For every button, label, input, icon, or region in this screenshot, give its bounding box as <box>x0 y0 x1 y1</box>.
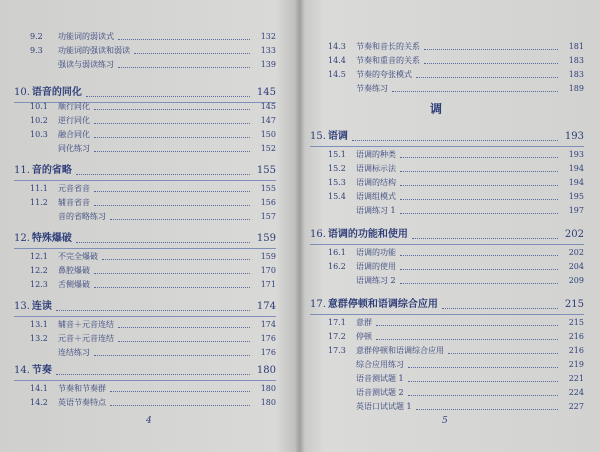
toc-page-number: 180 <box>260 398 276 407</box>
dot-leader <box>118 327 250 328</box>
toc-entry <box>30 278 276 292</box>
toc-page-number: 216 <box>568 346 584 355</box>
toc-page-number: 150 <box>260 130 276 139</box>
toc-entry-title: 停顿 <box>356 332 372 341</box>
dot-leader <box>442 308 558 309</box>
toc-entry-number: 15.1 <box>328 150 346 159</box>
chapter-title: 语调的功能和使用 <box>327 229 408 240</box>
toc-page-number: 197 <box>568 206 584 215</box>
dot-leader <box>94 273 250 274</box>
toc-entry-number: 15.4 <box>328 192 346 201</box>
toc-entry <box>30 142 276 156</box>
dot-leader <box>94 123 250 124</box>
toc-entry-number: 9.2 <box>30 32 43 41</box>
toc-page-number: 221 <box>568 374 584 383</box>
toc-entry <box>30 128 276 142</box>
toc-entry-number: 14.4 <box>328 56 346 65</box>
dot-leader <box>416 409 558 410</box>
toc-entry-number: 15.3 <box>328 178 346 187</box>
toc-page-number: 133 <box>260 46 276 55</box>
dot-leader <box>110 219 250 220</box>
toc-entry-number: 13.1 <box>30 320 48 329</box>
toc-page-number: 189 <box>568 84 584 93</box>
toc-page-number: 147 <box>260 116 276 125</box>
toc-entry-title: 辅音＋元音连结 <box>58 320 114 329</box>
toc-chapter <box>310 296 584 314</box>
dot-leader <box>400 269 558 270</box>
toc-entry-title: 英语节奏特点 <box>58 398 106 407</box>
dot-leader <box>408 367 558 368</box>
toc-entry-number: 16.2 <box>328 262 346 271</box>
toc-entry-title: 语音测试题 1 <box>356 374 404 383</box>
chapter-rule <box>14 180 276 181</box>
toc-entry <box>328 372 584 386</box>
toc-entry <box>328 246 584 260</box>
dot-leader <box>76 242 250 243</box>
dot-leader <box>400 213 558 214</box>
toc-entry <box>328 162 584 176</box>
toc-entry-title: 鼻腔爆破 <box>58 266 90 275</box>
toc-entry <box>30 30 276 44</box>
chapter-number: 16. <box>310 229 326 240</box>
dot-leader <box>408 381 558 382</box>
toc-entry-title: 语调组模式 <box>356 192 396 201</box>
chapter-title: 节奏 <box>31 365 52 376</box>
toc-entry-title: 节奏和节奏群 <box>58 384 106 393</box>
toc-entry <box>30 318 276 332</box>
toc-entry-title: 融合同化 <box>58 130 90 139</box>
toc-entry <box>328 204 584 218</box>
toc-chapter <box>14 298 276 316</box>
dot-leader <box>400 185 558 186</box>
toc-entry <box>30 250 276 264</box>
toc-entry <box>30 346 276 360</box>
toc-entry-number: 17.1 <box>328 318 346 327</box>
toc-page-number: 174 <box>260 320 276 329</box>
chapter-rule <box>310 314 584 315</box>
dot-leader <box>424 49 558 50</box>
toc-entry-title: 语调练习 2 <box>356 276 396 285</box>
toc-page-number: 219 <box>568 360 584 369</box>
toc-entry-title: 音的省略练习 <box>58 212 106 221</box>
chapter-rule <box>310 146 584 147</box>
toc-entry <box>328 82 584 96</box>
toc-page-number: 202 <box>568 248 584 257</box>
toc-page-number: 180 <box>260 384 276 393</box>
toc-entry-number: 14.2 <box>30 398 48 407</box>
dot-leader <box>376 325 558 326</box>
toc-page-number: 193 <box>568 150 584 159</box>
toc-entry-title: 节奏的夸张模式 <box>356 70 412 79</box>
right-page <box>302 0 600 452</box>
toc-entry-title: 语音测试题 2 <box>356 388 404 397</box>
toc-entry-number: 14.3 <box>328 42 346 51</box>
toc-entry-number: 10.2 <box>30 116 48 125</box>
page-number-right: 5 <box>442 416 448 426</box>
toc-entry-number: 9.3 <box>30 46 43 55</box>
dot-leader <box>94 191 250 192</box>
toc-entry <box>30 100 276 114</box>
toc-page-number: 159 <box>260 252 276 261</box>
toc-entry-title: 语调的种类 <box>356 150 396 159</box>
toc-chapter <box>14 362 276 380</box>
chapter-page-number: 145 <box>256 87 276 98</box>
dot-leader <box>392 91 558 92</box>
chapter-number: 10. <box>14 87 30 98</box>
toc-entry-title: 不完全爆破 <box>58 252 98 261</box>
toc-entry-title: 节奏和音长的关系 <box>356 42 420 51</box>
toc-entry-title: 语调的功能 <box>356 248 396 257</box>
toc-entry <box>30 114 276 128</box>
toc-page-number: 194 <box>568 178 584 187</box>
part-title: 调 <box>430 102 443 116</box>
chapter-page-number: 193 <box>564 131 584 142</box>
chapter-title: 特殊爆破 <box>31 233 72 244</box>
chapter-number: 14. <box>14 365 30 376</box>
toc-entry <box>30 396 276 410</box>
toc-chapter <box>310 226 584 244</box>
dot-leader <box>448 353 558 354</box>
toc-page-number: 152 <box>260 144 276 153</box>
toc-entry <box>328 316 584 330</box>
toc-page-number: 145 <box>260 102 276 111</box>
toc-entry-title: 强读与弱读练习 <box>58 60 114 69</box>
chapter-title: 意群停顿和语调综合应用 <box>327 299 438 310</box>
toc-entry-number: 12.2 <box>30 266 48 275</box>
toc-page-number: 216 <box>568 332 584 341</box>
toc-chapter <box>310 128 584 146</box>
dot-leader <box>376 339 558 340</box>
toc-page-number: 176 <box>260 348 276 357</box>
toc-entry-title: 语调的使用 <box>356 262 396 271</box>
toc-entry-number: 17.3 <box>328 346 346 355</box>
toc-entry-title: 顺行同化 <box>58 102 90 111</box>
toc-page-number: 224 <box>568 388 584 397</box>
chapter-number: 12. <box>14 233 30 244</box>
toc-page-number: 181 <box>568 42 584 51</box>
toc-entry-title: 元音＋元音连结 <box>58 334 114 343</box>
toc-entry-title: 节奏练习 <box>356 84 388 93</box>
toc-entry-number: 14.1 <box>30 384 48 393</box>
chapter-rule <box>14 248 276 249</box>
dot-leader <box>94 137 250 138</box>
dot-leader <box>118 39 250 40</box>
toc-page-number: 139 <box>260 60 276 69</box>
chapter-title: 语调 <box>327 131 348 142</box>
toc-page-number: 170 <box>260 266 276 275</box>
toc-entry-title: 语调标示法 <box>356 164 396 173</box>
toc-page-number: 176 <box>260 334 276 343</box>
toc-entry <box>30 182 276 196</box>
toc-entry <box>30 196 276 210</box>
toc-entry <box>328 190 584 204</box>
chapter-page-number: 215 <box>564 299 584 310</box>
toc-page-number: 171 <box>260 280 276 289</box>
toc-entry-number: 12.3 <box>30 280 48 289</box>
toc-page-number: 209 <box>568 276 584 285</box>
chapter-number: 15. <box>310 131 326 142</box>
toc-entry-title: 同化练习 <box>58 144 90 153</box>
dot-leader <box>56 374 250 375</box>
toc-entry <box>328 358 584 372</box>
toc-page-number: 227 <box>568 402 584 411</box>
toc-entry <box>328 260 584 274</box>
toc-page-number: 215 <box>568 318 584 327</box>
toc-entry <box>30 264 276 278</box>
toc-page-number: 157 <box>260 212 276 221</box>
toc-entry-number: 10.1 <box>30 102 48 111</box>
toc-entry <box>30 210 276 224</box>
toc-entry-title: 辅音省音 <box>58 198 90 207</box>
toc-entry <box>328 40 584 54</box>
dot-leader <box>400 171 558 172</box>
dot-leader <box>94 109 250 110</box>
dot-leader <box>86 96 250 97</box>
left-page <box>0 0 298 452</box>
dot-leader <box>416 77 558 78</box>
dot-leader <box>102 259 250 260</box>
chapter-number: 11. <box>14 165 30 176</box>
toc-entry-title: 意群停顿和语调综合应用 <box>356 346 444 355</box>
toc-chapter <box>14 162 276 180</box>
toc-entry <box>328 54 584 68</box>
dot-leader <box>94 287 250 288</box>
toc-page-number: 183 <box>568 56 584 65</box>
toc-entry-number: 17.2 <box>328 332 346 341</box>
dot-leader <box>424 63 558 64</box>
dot-leader <box>56 310 250 311</box>
toc-entry-number: 15.2 <box>328 164 346 173</box>
chapter-page-number: 174 <box>256 301 276 312</box>
toc-entry-title: 语调的结构 <box>356 178 396 187</box>
dot-leader <box>94 205 250 206</box>
toc-entry <box>30 332 276 346</box>
toc-chapter <box>14 230 276 248</box>
dot-leader <box>352 140 558 141</box>
toc-entry <box>328 68 584 82</box>
toc-page-number: 204 <box>568 262 584 271</box>
toc-entry-number: 10.3 <box>30 130 48 139</box>
toc-entry-number: 13.2 <box>30 334 48 343</box>
toc-entry <box>328 344 584 358</box>
dot-leader <box>400 157 558 158</box>
dot-leader <box>408 395 558 396</box>
dot-leader <box>110 391 250 392</box>
toc-entry-title: 逆行同化 <box>58 116 90 125</box>
toc-entry-title: 舌侧爆破 <box>58 280 90 289</box>
toc-entry <box>30 44 276 58</box>
toc-entry-title: 综合应用练习 <box>356 360 404 369</box>
dot-leader <box>94 355 250 356</box>
chapter-title: 连读 <box>31 301 52 312</box>
toc-page-number: 194 <box>568 164 584 173</box>
toc-entry <box>328 274 584 288</box>
toc-page-number: 156 <box>260 198 276 207</box>
toc-page-number: 155 <box>260 184 276 193</box>
chapter-page-number: 159 <box>256 233 276 244</box>
toc-entry <box>30 58 276 72</box>
toc-entry <box>328 330 584 344</box>
toc-entry-number: 12.1 <box>30 252 48 261</box>
toc-page-number: 132 <box>260 32 276 41</box>
chapter-rule <box>310 244 584 245</box>
chapter-number: 17. <box>310 299 326 310</box>
dot-leader <box>400 283 558 284</box>
dot-leader <box>118 341 250 342</box>
chapter-rule <box>14 380 276 381</box>
toc-entry-number: 11.1 <box>30 184 48 193</box>
toc-entry <box>328 386 584 400</box>
toc-entry-title: 连结练习 <box>58 348 90 357</box>
chapter-title: 音的省略 <box>31 165 72 176</box>
chapter-page-number: 180 <box>256 365 276 376</box>
dot-leader <box>76 174 250 175</box>
dot-leader <box>118 67 250 68</box>
toc-entry <box>30 382 276 396</box>
toc-page-number: 195 <box>568 192 584 201</box>
page-number-left: 4 <box>146 416 152 426</box>
toc-entry-title: 语调练习 1 <box>356 206 396 215</box>
dot-leader <box>412 238 558 239</box>
chapter-page-number: 202 <box>564 229 584 240</box>
toc-entry <box>328 148 584 162</box>
toc-entry-number: 14.5 <box>328 70 346 79</box>
dot-leader <box>110 405 250 406</box>
toc-entry-title: 英语口试试题 1 <box>356 402 412 411</box>
toc-entry-title: 功能词的弱读式 <box>58 32 114 41</box>
dot-leader <box>94 151 250 152</box>
toc-entry-title: 功能词的强读和弱读 <box>58 46 130 55</box>
chapter-number: 13. <box>14 301 30 312</box>
dot-leader <box>400 199 558 200</box>
toc-entry <box>328 176 584 190</box>
toc-entry-title: 节奏和重音的关系 <box>356 56 420 65</box>
toc-entry-number: 11.2 <box>30 198 48 207</box>
toc-entry-title: 元音省音 <box>58 184 90 193</box>
chapter-title: 语音的同化 <box>31 87 82 98</box>
toc-entry-title: 意群 <box>356 318 372 327</box>
dot-leader <box>134 53 250 54</box>
chapter-page-number: 155 <box>256 165 276 176</box>
dot-leader <box>400 255 558 256</box>
chapter-rule <box>14 316 276 317</box>
toc-page-number: 183 <box>568 70 584 79</box>
toc-entry-number: 16.1 <box>328 248 346 257</box>
toc-entry <box>328 400 584 414</box>
